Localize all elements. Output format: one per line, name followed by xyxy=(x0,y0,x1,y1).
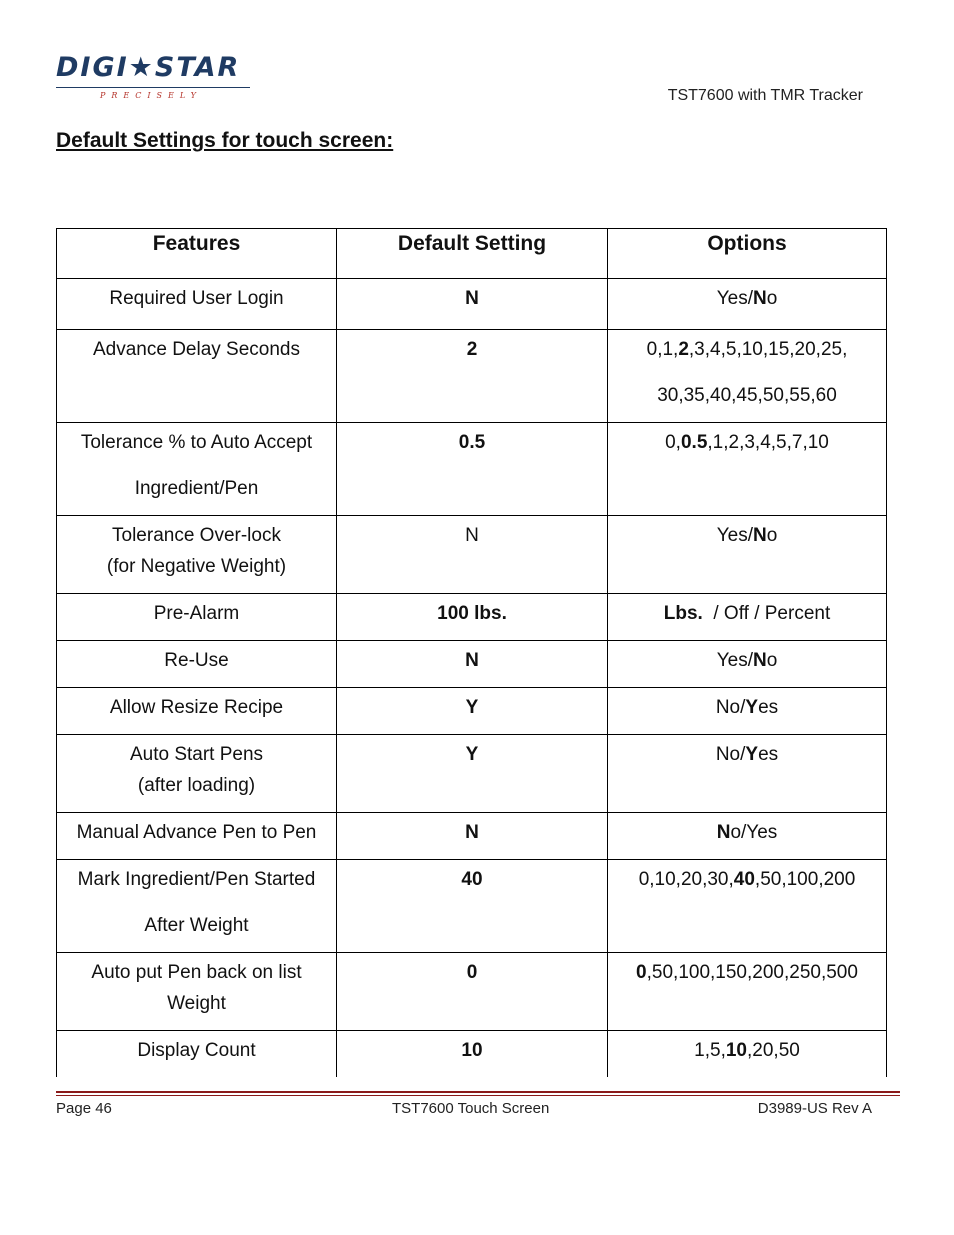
settings-table xyxy=(56,228,887,1077)
header-features: Features xyxy=(57,229,337,279)
default-value: 100 lbs. xyxy=(437,603,507,624)
feature-label: Ingredient/Pen xyxy=(134,478,259,499)
option-text: o xyxy=(766,288,778,309)
default-cell xyxy=(337,1031,608,1077)
options-line xyxy=(612,864,882,895)
table-row xyxy=(57,860,887,953)
table-row xyxy=(57,641,887,688)
footer-rule xyxy=(56,1091,900,1093)
option-default-highlight: 10 xyxy=(725,1040,747,1061)
option-default-highlight: 0 xyxy=(636,962,647,983)
option-text: 0,1, xyxy=(646,339,679,360)
feature-cell xyxy=(57,330,337,423)
option-text: 1,5, xyxy=(694,1040,726,1061)
option-text: No/ xyxy=(715,697,746,718)
option-default-highlight: Y xyxy=(745,697,759,718)
option-text: ,1,2,3,4,5,7,10 xyxy=(707,432,829,453)
options-line xyxy=(612,520,882,551)
feature-label: (for Negative Weight) xyxy=(106,556,287,577)
option-text: ,3,4,5,10,15,20,25, xyxy=(688,339,848,360)
option-text: 0,10,20,30, xyxy=(638,869,734,890)
logo-wordmark xyxy=(56,52,252,84)
options-cell xyxy=(608,423,887,516)
feature-label: Required User Login xyxy=(109,288,284,309)
feature-cell xyxy=(57,953,337,1031)
options-line xyxy=(612,598,882,629)
default-cell xyxy=(337,594,608,641)
feature-label: Auto put Pen back on list xyxy=(91,962,302,983)
feature-cell xyxy=(57,1031,337,1077)
options-cell xyxy=(608,641,887,688)
logo-rule xyxy=(56,87,250,88)
table-row xyxy=(57,953,887,1031)
feature-label: After Weight xyxy=(144,915,249,936)
default-cell xyxy=(337,423,608,516)
default-cell xyxy=(337,641,608,688)
option-default-highlight: 0.5 xyxy=(680,432,708,453)
options-cell xyxy=(608,953,887,1031)
table-row xyxy=(57,330,887,423)
options-cell xyxy=(608,735,887,813)
default-cell xyxy=(337,516,608,594)
option-text: Yes/ xyxy=(716,650,753,671)
options-cell xyxy=(608,1031,887,1077)
option-text: o xyxy=(766,650,778,671)
option-text: o xyxy=(766,525,778,546)
option-default-highlight: 40 xyxy=(733,869,755,890)
logo-word-right: STAR xyxy=(154,52,241,83)
option-default-highlight: N xyxy=(752,650,767,671)
options-cell xyxy=(608,688,887,735)
feature-label: Weight xyxy=(167,993,226,1014)
option-text: es xyxy=(758,744,779,765)
options-cell xyxy=(608,330,887,423)
feature-label: Mark Ingredient/Pen Started xyxy=(77,869,316,890)
option-text: ,50,100,150,200,250,500 xyxy=(646,962,858,983)
option-default-highlight: N xyxy=(752,525,767,546)
section-title: Default Settings for touch screen: xyxy=(56,129,394,152)
feature-label: Re-Use xyxy=(164,650,229,671)
default-value: 2 xyxy=(466,339,478,360)
table-header-row xyxy=(57,229,887,279)
option-default-highlight: Y xyxy=(745,744,759,765)
footer-center-title: TST7600 Touch Screen xyxy=(392,1100,550,1117)
default-cell xyxy=(337,688,608,735)
feature-cell xyxy=(57,641,337,688)
options-line xyxy=(612,283,882,314)
feature-cell xyxy=(57,516,337,594)
table-row xyxy=(57,813,887,860)
table-row xyxy=(57,423,887,516)
star-icon: ★ xyxy=(128,52,155,83)
default-cell xyxy=(337,813,608,860)
document-title: TST7600 with TMR Tracker xyxy=(667,87,863,104)
default-value: 0 xyxy=(466,962,478,983)
feature-label: Manual Advance Pen to Pen xyxy=(76,822,317,843)
table-row xyxy=(57,594,887,641)
table-row xyxy=(57,735,887,813)
option-default-highlight: Lbs. xyxy=(663,603,703,624)
footer-doc-id: D3989-US Rev A xyxy=(757,1100,872,1117)
options-line xyxy=(612,739,882,770)
option-text: No/ xyxy=(715,744,746,765)
option-text: 0, xyxy=(665,432,681,453)
default-value: Y xyxy=(465,744,479,765)
header-options: Options xyxy=(608,229,887,279)
feature-cell xyxy=(57,594,337,641)
feature-label: Tolerance % to Auto Accept xyxy=(80,432,313,453)
feature-cell xyxy=(57,279,337,330)
table-row xyxy=(57,279,887,330)
option-text: Yes/ xyxy=(716,525,753,546)
default-value: 0.5 xyxy=(458,432,486,453)
options-cell xyxy=(608,860,887,953)
option-default-highlight: 2 xyxy=(678,339,689,360)
feature-label: Advance Delay Seconds xyxy=(92,339,300,360)
default-value: Y xyxy=(465,697,479,718)
options-cell xyxy=(608,516,887,594)
default-value: 10 xyxy=(461,1040,483,1061)
option-default-highlight: N xyxy=(716,822,731,843)
header-default-setting: Default Setting xyxy=(337,229,608,279)
footer-rule-thin xyxy=(56,1095,900,1096)
feature-label: Pre-Alarm xyxy=(153,603,240,624)
digistar-logo xyxy=(56,52,252,106)
default-cell xyxy=(337,735,608,813)
options-line xyxy=(612,1035,882,1066)
feature-cell xyxy=(57,813,337,860)
feature-cell xyxy=(57,860,337,953)
default-cell xyxy=(337,953,608,1031)
default-value: 40 xyxy=(461,869,483,890)
feature-label: (after loading) xyxy=(137,775,256,796)
logo-tagline: PRECISELY xyxy=(100,91,202,100)
default-cell xyxy=(337,279,608,330)
options-cell xyxy=(608,279,887,330)
options-line xyxy=(612,957,882,988)
feature-cell xyxy=(57,735,337,813)
option-text: Yes/ xyxy=(716,288,753,309)
default-cell xyxy=(337,860,608,953)
option-text: / Off / Percent xyxy=(702,603,831,624)
default-value: N xyxy=(465,650,479,671)
options-cell xyxy=(608,594,887,641)
option-text: 30,35,40,45,50,55,60 xyxy=(657,385,837,406)
option-text: ,50,100,200 xyxy=(754,869,856,890)
table-row xyxy=(57,516,887,594)
default-value: N xyxy=(465,822,479,843)
options-line xyxy=(612,817,882,848)
option-default-highlight: N xyxy=(752,288,767,309)
options-line xyxy=(612,645,882,676)
footer-page-number: Page 46 xyxy=(56,1100,112,1117)
feature-label: Auto Start Pens xyxy=(129,744,264,765)
feature-label: Display Count xyxy=(137,1040,256,1061)
feature-cell xyxy=(57,423,337,516)
options-cell xyxy=(608,813,887,860)
default-value: N xyxy=(465,288,479,309)
options-line xyxy=(612,334,882,365)
default-cell xyxy=(337,330,608,423)
table-row xyxy=(57,1031,887,1077)
table-body xyxy=(57,279,887,1077)
feature-cell xyxy=(57,688,337,735)
feature-label: Tolerance Over-lock xyxy=(112,525,281,546)
logo-word-left: DIGI xyxy=(56,52,129,83)
option-text: ,20,50 xyxy=(747,1040,800,1061)
option-text: es xyxy=(758,697,779,718)
feature-label: Allow Resize Recipe xyxy=(109,697,284,718)
options-line xyxy=(612,380,882,411)
option-text: o/Yes xyxy=(730,822,778,843)
options-line xyxy=(612,427,882,458)
default-value: N xyxy=(465,525,479,546)
table-row xyxy=(57,688,887,735)
options-line xyxy=(612,692,882,723)
